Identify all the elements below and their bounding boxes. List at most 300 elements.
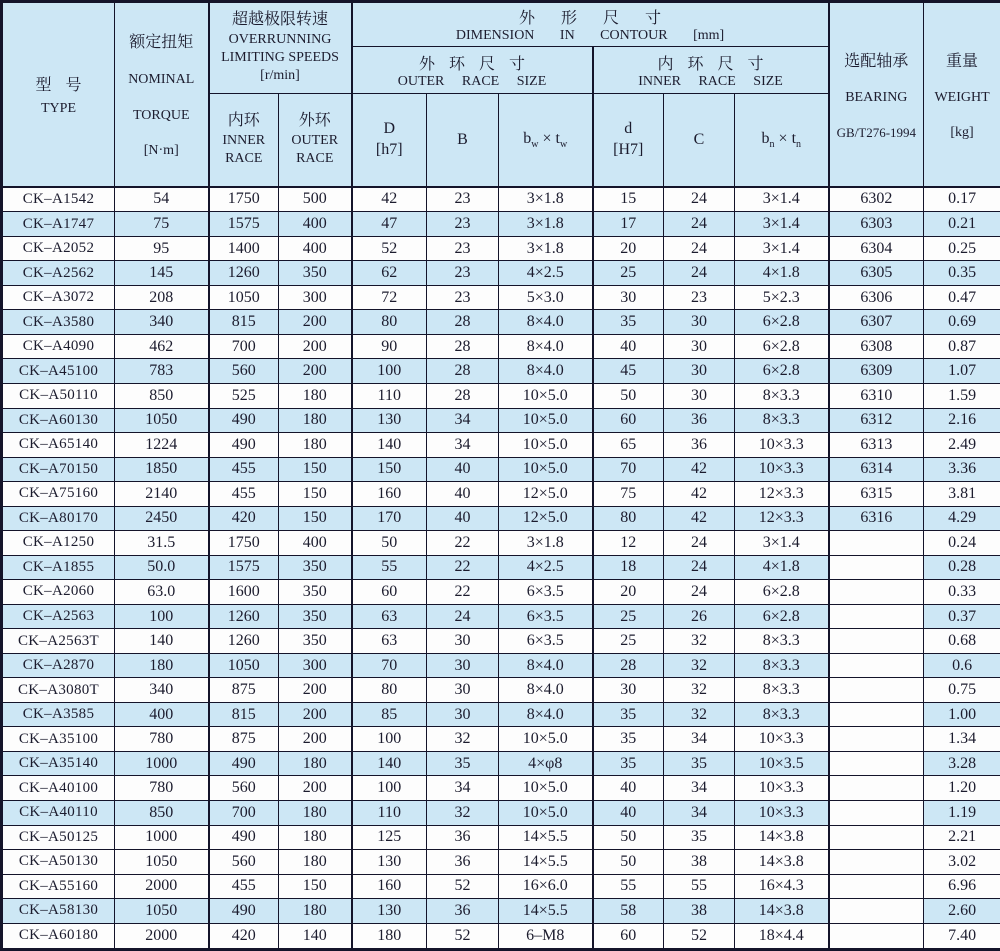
- cell-torque: 850: [115, 383, 209, 408]
- cell-B: 40: [427, 457, 499, 482]
- cell-bn-tn: 4×1.8: [735, 261, 829, 286]
- cell-bn-tn: 6×2.8: [735, 359, 829, 384]
- cell-bearing: [829, 653, 924, 678]
- cell-C: 32: [664, 629, 735, 654]
- table-row: [2, 482, 1000, 507]
- cell-C: 24: [664, 212, 735, 237]
- cell-d: 45: [593, 359, 664, 384]
- col-header-torque: [115, 2, 209, 187]
- table-row: [2, 236, 1000, 261]
- cell-speed-inner: 1260: [209, 629, 279, 654]
- cell-bw-tw: 12×5.0: [499, 506, 593, 531]
- cell-speed-inner: 1750: [209, 531, 279, 556]
- cell-d: 30: [593, 678, 664, 703]
- table-row: [2, 359, 1000, 384]
- cell-d: 35: [593, 751, 664, 776]
- cell-speed-inner: 1575: [209, 555, 279, 580]
- cell-type: CK–A60130: [2, 408, 115, 433]
- cell-C: 24: [664, 187, 735, 212]
- cell-B: 28: [427, 310, 499, 335]
- cell-speed-outer: 350: [279, 580, 352, 605]
- cell-bn-tn: 8×3.3: [735, 653, 829, 678]
- cell-torque: 780: [115, 727, 209, 752]
- cell-speed-outer: 200: [279, 776, 352, 801]
- cell-bearing: [829, 776, 924, 801]
- cell-torque: 145: [115, 261, 209, 286]
- cell-weight: 3.28: [924, 751, 1000, 776]
- cell-bearing: 6306: [829, 285, 924, 310]
- col-header-bn-tn: [735, 94, 829, 187]
- cell-bw-tw: 14×5.5: [499, 899, 593, 924]
- cell-weight: 0.47: [924, 285, 1000, 310]
- cell-D: 42: [352, 187, 427, 212]
- cell-speed-inner: 1750: [209, 187, 279, 212]
- cell-weight: 1.34: [924, 727, 1000, 752]
- table-row: [2, 653, 1000, 678]
- cell-d: 50: [593, 850, 664, 875]
- cell-C: 30: [664, 359, 735, 384]
- cell-bn-tn: 10×3.3: [735, 727, 829, 752]
- cell-bw-tw: 4×φ8: [499, 751, 593, 776]
- bearing-header-std: GB/T276-1994: [836, 124, 917, 140]
- cell-speed-outer: 180: [279, 751, 352, 776]
- cell-type: CK–A35140: [2, 751, 115, 776]
- cell-speed-inner: 490: [209, 899, 279, 924]
- outer-size-zh: 外 环 尺 寸: [418, 55, 525, 73]
- cell-type: CK–A50130: [2, 850, 115, 875]
- cell-C: 24: [664, 531, 735, 556]
- table-row: [2, 899, 1000, 924]
- cell-D: 100: [352, 359, 427, 384]
- cell-C: 42: [664, 482, 735, 507]
- cell-D: 63: [352, 629, 427, 654]
- cell-bearing: [829, 531, 924, 556]
- cell-speed-outer: 150: [279, 457, 352, 482]
- cell-type: CK–A3072: [2, 285, 115, 310]
- cell-B: 30: [427, 702, 499, 727]
- cell-C: 24: [664, 555, 735, 580]
- cell-C: 30: [664, 310, 735, 335]
- table-row: [2, 383, 1000, 408]
- cell-weight: 1.00: [924, 702, 1000, 727]
- speeds-header-unit: [r/min]: [260, 68, 300, 84]
- cell-type: CK–A2870: [2, 653, 115, 678]
- cell-d: 40: [593, 801, 664, 826]
- cell-bn-tn: 12×3.3: [735, 482, 829, 507]
- cell-bn-tn: 14×3.8: [735, 850, 829, 875]
- cell-B: 40: [427, 482, 499, 507]
- cell-bearing: [829, 702, 924, 727]
- col-header-bw-tw: [499, 94, 593, 187]
- cell-D: 60: [352, 580, 427, 605]
- cell-bearing: [829, 555, 924, 580]
- cell-d: 55: [593, 874, 664, 899]
- cell-weight: 3.36: [924, 457, 1000, 482]
- cell-bearing: 6308: [829, 334, 924, 359]
- cell-speed-outer: 180: [279, 801, 352, 826]
- cell-speed-inner: 1575: [209, 212, 279, 237]
- cell-speed-inner: 560: [209, 776, 279, 801]
- type-header-en: TYPE: [41, 100, 76, 116]
- cell-d: 50: [593, 825, 664, 850]
- weight-header-zh: 重量: [946, 53, 979, 70]
- cell-C: 26: [664, 604, 735, 629]
- cell-B: 34: [427, 408, 499, 433]
- cell-D: 125: [352, 825, 427, 850]
- cell-bw-tw: 6×3.5: [499, 629, 593, 654]
- cell-torque: 1224: [115, 433, 209, 458]
- col-header-inner-race-size: [593, 47, 829, 94]
- cell-bn-tn: 4×1.8: [735, 555, 829, 580]
- cell-d: 65: [593, 433, 664, 458]
- cell-weight: 0.33: [924, 580, 1000, 605]
- cell-speed-outer: 200: [279, 727, 352, 752]
- cell-d: 12: [593, 531, 664, 556]
- cell-speed-inner: 700: [209, 334, 279, 359]
- type-header-zh: 型 号: [35, 76, 82, 94]
- torque-header-unit: [N·m]: [143, 143, 179, 159]
- cell-bn-tn: 10×3.3: [735, 801, 829, 826]
- cell-speed-outer: 180: [279, 899, 352, 924]
- cell-torque: 850: [115, 801, 209, 826]
- cell-weight: 0.87: [924, 334, 1000, 359]
- table-row: [2, 604, 1000, 629]
- cell-bn-tn: 6×2.8: [735, 334, 829, 359]
- cell-d: 20: [593, 236, 664, 261]
- table-row: [2, 678, 1000, 703]
- table-row: [2, 751, 1000, 776]
- cell-type: CK–A75160: [2, 482, 115, 507]
- cell-bn-tn: 3×1.4: [735, 531, 829, 556]
- table-row: [2, 310, 1000, 335]
- cell-type: CK–A2052: [2, 236, 115, 261]
- cell-C: 34: [664, 727, 735, 752]
- cell-torque: 31.5: [115, 531, 209, 556]
- cell-weight: 2.60: [924, 899, 1000, 924]
- cell-D: 100: [352, 727, 427, 752]
- cell-bearing: 6310: [829, 383, 924, 408]
- cell-d: 40: [593, 776, 664, 801]
- cell-type: CK–A2563: [2, 604, 115, 629]
- outer-size-en: OUTER RACE SIZE: [397, 73, 547, 89]
- cell-weight: 2.21: [924, 825, 1000, 850]
- cell-weight: 0.24: [924, 531, 1000, 556]
- cell-bn-tn: 8×3.3: [735, 629, 829, 654]
- cell-speed-outer: 200: [279, 310, 352, 335]
- cell-torque: 1050: [115, 850, 209, 875]
- cell-speed-inner: 815: [209, 310, 279, 335]
- cell-bw-tw: 4×2.5: [499, 261, 593, 286]
- cell-D: 80: [352, 310, 427, 335]
- cell-bearing: 6316: [829, 506, 924, 531]
- col-header-outer-race-size: [352, 47, 593, 94]
- cell-torque: 140: [115, 629, 209, 654]
- cell-bw-tw: 10×5.0: [499, 776, 593, 801]
- cell-C: 35: [664, 825, 735, 850]
- cell-D: 140: [352, 433, 427, 458]
- col-header-type: [2, 2, 115, 187]
- cell-bw-tw: 10×5.0: [499, 383, 593, 408]
- cell-type: CK–A1542: [2, 187, 115, 212]
- cell-bw-tw: 8×4.0: [499, 678, 593, 703]
- speed-inner-en2: RACE: [225, 151, 263, 167]
- cell-bn-tn: 14×3.8: [735, 899, 829, 924]
- table-row: [2, 629, 1000, 654]
- table-row: [2, 212, 1000, 237]
- cell-bw-tw: 4×2.5: [499, 555, 593, 580]
- table-header: [2, 2, 1000, 187]
- cell-torque: 2140: [115, 482, 209, 507]
- cell-speed-inner: 420: [209, 506, 279, 531]
- cell-bw-tw: 8×4.0: [499, 359, 593, 384]
- torque-header-zh: 额定扭矩: [129, 34, 194, 52]
- cell-d: 20: [593, 580, 664, 605]
- cell-bn-tn: 10×3.3: [735, 776, 829, 801]
- col-header-C: [664, 94, 735, 187]
- cell-D: 50: [352, 531, 427, 556]
- cell-type: CK–A80170: [2, 506, 115, 531]
- cell-d: 28: [593, 653, 664, 678]
- table-body: [2, 187, 1000, 950]
- cell-speed-outer: 180: [279, 408, 352, 433]
- cell-speed-inner: 455: [209, 874, 279, 899]
- cell-d: 25: [593, 604, 664, 629]
- table-row: [2, 457, 1000, 482]
- cell-bw-tw: 12×5.0: [499, 482, 593, 507]
- cell-bw-tw: 3×1.8: [499, 212, 593, 237]
- cell-type: CK–A2060: [2, 580, 115, 605]
- cell-bearing: 6304: [829, 236, 924, 261]
- cell-bn-tn: 10×3.3: [735, 433, 829, 458]
- cell-type: CK–A1250: [2, 531, 115, 556]
- cell-speed-inner: 455: [209, 482, 279, 507]
- cell-speed-inner: 875: [209, 727, 279, 752]
- weight-header-unit: [kg]: [950, 124, 974, 140]
- cell-D: 180: [352, 923, 427, 949]
- cell-type: CK–A35100: [2, 727, 115, 752]
- cell-speed-inner: 875: [209, 678, 279, 703]
- torque-header-en2: TORQUE: [132, 107, 190, 123]
- cell-bearing: 6309: [829, 359, 924, 384]
- speed-outer-en1: OUTER: [291, 132, 339, 148]
- cell-weight: 0.68: [924, 629, 1000, 654]
- cell-C: 36: [664, 433, 735, 458]
- cell-bw-tw: 3×1.8: [499, 236, 593, 261]
- cell-B: 32: [427, 727, 499, 752]
- cell-D: 130: [352, 899, 427, 924]
- cell-bn-tn: 3×1.4: [735, 187, 829, 212]
- cell-B: 22: [427, 580, 499, 605]
- cell-torque: 1050: [115, 899, 209, 924]
- cell-speed-outer: 150: [279, 874, 352, 899]
- dimension-header-en: DIMENSION IN CONTOUR [mm]: [455, 28, 725, 43]
- cell-D: 62: [352, 261, 427, 286]
- cell-speed-inner: 455: [209, 457, 279, 482]
- cell-bearing: [829, 874, 924, 899]
- cell-C: 24: [664, 236, 735, 261]
- cell-C: 24: [664, 261, 735, 286]
- D-header-line1: D: [383, 119, 396, 137]
- cell-weight: 0.25: [924, 236, 1000, 261]
- D-header-line2: [h7]: [375, 140, 403, 158]
- cell-d: 35: [593, 702, 664, 727]
- cell-B: 28: [427, 334, 499, 359]
- cell-bearing: 6314: [829, 457, 924, 482]
- cell-speed-outer: 400: [279, 212, 352, 237]
- cell-bn-tn: 8×3.3: [735, 702, 829, 727]
- col-header-dimension: [352, 2, 829, 47]
- cell-D: 130: [352, 850, 427, 875]
- cell-bearing: [829, 604, 924, 629]
- cell-bearing: 6315: [829, 482, 924, 507]
- cell-C: 35: [664, 751, 735, 776]
- cell-torque: 95: [115, 236, 209, 261]
- table-row: [2, 580, 1000, 605]
- C-header-label: C: [693, 130, 705, 148]
- cell-speed-inner: 1260: [209, 604, 279, 629]
- cell-B: 23: [427, 212, 499, 237]
- cell-speed-outer: 400: [279, 236, 352, 261]
- speed-outer-en2: RACE: [296, 151, 334, 167]
- cell-type: CK–A55160: [2, 874, 115, 899]
- cell-C: 34: [664, 801, 735, 826]
- cell-D: 72: [352, 285, 427, 310]
- cell-speed-outer: 300: [279, 285, 352, 310]
- cell-d: 15: [593, 187, 664, 212]
- cell-bw-tw: 14×5.5: [499, 850, 593, 875]
- cell-speed-outer: 150: [279, 506, 352, 531]
- cell-B: 28: [427, 383, 499, 408]
- cell-C: 32: [664, 702, 735, 727]
- cell-type: CK–A3080T: [2, 678, 115, 703]
- table-row: [2, 825, 1000, 850]
- cell-type: CK–A65140: [2, 433, 115, 458]
- cell-bn-tn: 18×4.4: [735, 923, 829, 949]
- cell-speed-inner: 1600: [209, 580, 279, 605]
- cell-weight: 0.21: [924, 212, 1000, 237]
- cell-d: 80: [593, 506, 664, 531]
- cell-C: 55: [664, 874, 735, 899]
- cell-d: 35: [593, 727, 664, 752]
- cell-speed-outer: 150: [279, 482, 352, 507]
- table-row: [2, 531, 1000, 556]
- cell-bw-tw: 10×5.0: [499, 801, 593, 826]
- cell-speed-outer: 350: [279, 604, 352, 629]
- cell-torque: 180: [115, 653, 209, 678]
- cell-torque: 63.0: [115, 580, 209, 605]
- cell-B: 30: [427, 678, 499, 703]
- cell-bw-tw: 14×5.5: [499, 825, 593, 850]
- cell-type: CK–A50125: [2, 825, 115, 850]
- cell-weight: 0.6: [924, 653, 1000, 678]
- bw-tw-header-label: $b_w \times t_w$: [523, 129, 568, 150]
- cell-D: 160: [352, 482, 427, 507]
- cell-D: 47: [352, 212, 427, 237]
- cell-B: 28: [427, 359, 499, 384]
- cell-weight: 3.02: [924, 850, 1000, 875]
- cell-torque: 54: [115, 187, 209, 212]
- cell-bw-tw: 8×4.0: [499, 334, 593, 359]
- cell-bw-tw: 10×5.0: [499, 727, 593, 752]
- cell-torque: 2000: [115, 923, 209, 949]
- table-row: [2, 433, 1000, 458]
- cell-speed-outer: 180: [279, 383, 352, 408]
- cell-bw-tw: 10×5.0: [499, 457, 593, 482]
- col-header-bearing: [829, 2, 924, 187]
- cell-torque: 462: [115, 334, 209, 359]
- cell-B: 36: [427, 899, 499, 924]
- cell-speed-outer: 350: [279, 555, 352, 580]
- cell-B: 23: [427, 187, 499, 212]
- cell-speed-outer: 200: [279, 678, 352, 703]
- cell-speed-outer: 180: [279, 850, 352, 875]
- speeds-header-en2: LIMITING SPEEDS: [221, 50, 339, 66]
- cell-D: 55: [352, 555, 427, 580]
- speeds-header-en1: OVERRUNNING: [228, 32, 332, 48]
- cell-bw-tw: 10×5.0: [499, 433, 593, 458]
- cell-type: CK–A1855: [2, 555, 115, 580]
- cell-d: 75: [593, 482, 664, 507]
- cell-bn-tn: 10×3.3: [735, 457, 829, 482]
- cell-C: 30: [664, 334, 735, 359]
- cell-C: 42: [664, 457, 735, 482]
- inner-size-en: INNER RACE SIZE: [638, 73, 783, 89]
- cell-d: 35: [593, 310, 664, 335]
- cell-speed-inner: 420: [209, 923, 279, 949]
- cell-speed-inner: 1050: [209, 653, 279, 678]
- cell-speed-outer: 140: [279, 923, 352, 949]
- cell-B: 23: [427, 285, 499, 310]
- cell-speed-outer: 180: [279, 825, 352, 850]
- cell-type: CK–A2563T: [2, 629, 115, 654]
- cell-bw-tw: 6×3.5: [499, 604, 593, 629]
- col-header-speeds: [209, 2, 352, 94]
- cell-speed-outer: 200: [279, 702, 352, 727]
- cell-weight: 0.17: [924, 187, 1000, 212]
- cell-B: 24: [427, 604, 499, 629]
- cell-B: 36: [427, 825, 499, 850]
- cell-C: 42: [664, 506, 735, 531]
- cell-speed-inner: 700: [209, 801, 279, 826]
- cell-bw-tw: 6×3.5: [499, 580, 593, 605]
- cell-weight: 0.35: [924, 261, 1000, 286]
- cell-bw-tw: 16×6.0: [499, 874, 593, 899]
- cell-speed-inner: 525: [209, 383, 279, 408]
- table-row: [2, 801, 1000, 826]
- cell-weight: 2.49: [924, 433, 1000, 458]
- cell-d: 70: [593, 457, 664, 482]
- cell-B: 22: [427, 555, 499, 580]
- col-header-speed-inner-race: [209, 94, 279, 187]
- inner-size-zh: 内 环 尺 寸: [657, 55, 764, 73]
- cell-bn-tn: 8×3.3: [735, 678, 829, 703]
- cell-B: 30: [427, 629, 499, 654]
- cell-bearing: [829, 580, 924, 605]
- table-row: [2, 702, 1000, 727]
- B-header-label: B: [457, 130, 468, 148]
- cell-D: 140: [352, 751, 427, 776]
- cell-speed-outer: 200: [279, 359, 352, 384]
- cell-C: 23: [664, 285, 735, 310]
- cell-d: 40: [593, 334, 664, 359]
- cell-bearing: [829, 629, 924, 654]
- speed-inner-en1: INNER: [222, 132, 266, 148]
- table-row: [2, 850, 1000, 875]
- cell-D: 150: [352, 457, 427, 482]
- cell-weight: 1.19: [924, 801, 1000, 826]
- cell-bearing: [829, 899, 924, 924]
- speeds-header-zh: 超越极限转速: [231, 11, 328, 29]
